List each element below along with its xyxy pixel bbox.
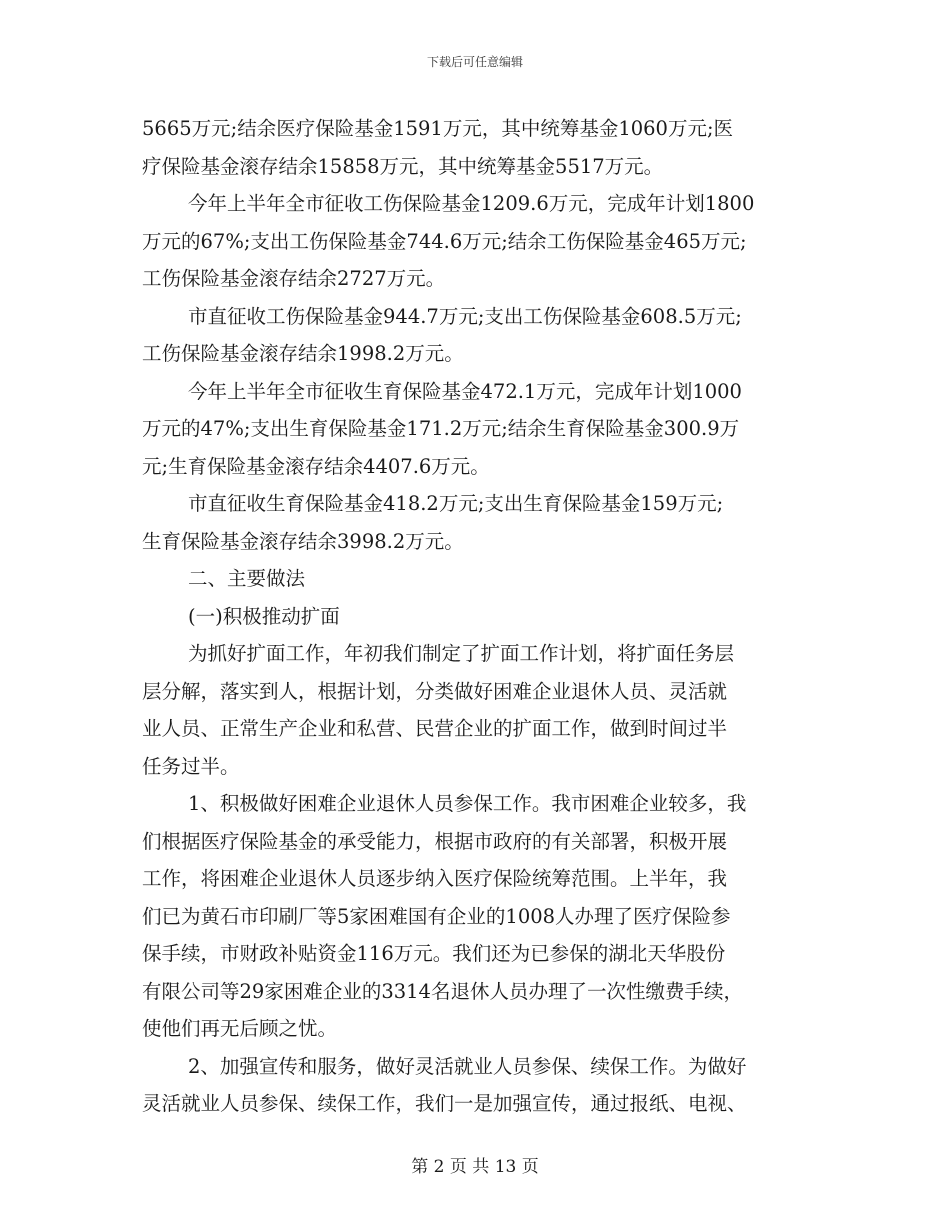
text-line: 保手续，市财政补贴资金116万元。我们还为已参保的湖北天华股份	[142, 942, 726, 965]
text-line: 今年上半年全市征收生育保险基金472.1万元，完成年计划1000	[188, 379, 742, 403]
text-line: 元;生育保险基金滚存结余4407.6万元。	[142, 454, 490, 478]
text-line: 业人员、正常生产企业和私营、民营企业的扩面工作，做到时间过半	[142, 717, 728, 740]
section-heading: 二、主要做法	[188, 567, 306, 590]
text-line: 市直征收工伤保险基金944.7万元;支出工伤保险基金608.5万元;	[188, 304, 742, 328]
text-line: 2、加强宣传和服务，做好灵活就业人员参保、续保工作。为做好	[188, 1054, 747, 1078]
text-line: 任务过半。	[142, 754, 240, 778]
text-line: 疗保险基金滚存结余15858万元，其中统筹基金5517万元。	[142, 154, 664, 178]
text-line: 今年上半年全市征收工伤保险基金1209.6万元，完成年计划1800	[188, 192, 755, 215]
text-line: 工伤保险基金滚存结余2727万元。	[142, 267, 446, 290]
text-line: 们根据医疗保险基金的承受能力，根据市政府的有关部署，积极开展	[142, 829, 728, 853]
text-line: 1、积极做好困难企业退休人员参保工作。我市困难企业较多，我	[188, 792, 747, 815]
text-line: 为抓好扩面工作，年初我们制定了扩面工作计划，将扩面任务层	[188, 642, 735, 665]
text-line: 们已为黄石市印刷厂等5家困难国有企业的1008人办理了医疗保险参	[142, 904, 731, 928]
text-line: 层分解，落实到人，根据计划，分类做好困难企业退休人员、灵活就	[142, 679, 728, 703]
document-body	[142, 110, 812, 1123]
subsection-heading: (一)积极推动扩面	[188, 604, 340, 628]
text-line: 有限公司等29家困难企业的3314名退休人员办理了一次性缴费手续，	[142, 979, 743, 1003]
text-line: 生育保险基金滚存结余3998.2万元。	[142, 529, 464, 553]
text-line: 市直征收生育保险基金418.2万元;支出生育保险基金159万元;	[188, 492, 724, 515]
text-line: 工作，将困难企业退休人员逐步纳入医疗保险统筹范围。上半年，我	[142, 867, 728, 890]
text-line: 万元的47%;支出生育保险基金171.2万元;结余生育保险基金300.9万	[142, 417, 740, 440]
text-line: 工伤保险基金滚存结余1998.2万元。	[142, 342, 464, 365]
text-line: 5665万元;结余医疗保险基金1591万元，其中统筹基金1060万元;医	[142, 117, 734, 140]
text-line: 万元的67%;支出工伤保险基金744.6万元;结余工伤保险基金465万元;	[142, 229, 747, 253]
page-header: 下载后可任意编辑	[426, 55, 523, 69]
page-footer: 第 2 页 共 13 页	[411, 1157, 539, 1177]
text-line: 灵活就业人员参保、续保工作，我们一是加强宣传，通过报纸、电视、	[142, 1092, 747, 1115]
text-line: 使他们再无后顾之忧。	[142, 1017, 338, 1040]
